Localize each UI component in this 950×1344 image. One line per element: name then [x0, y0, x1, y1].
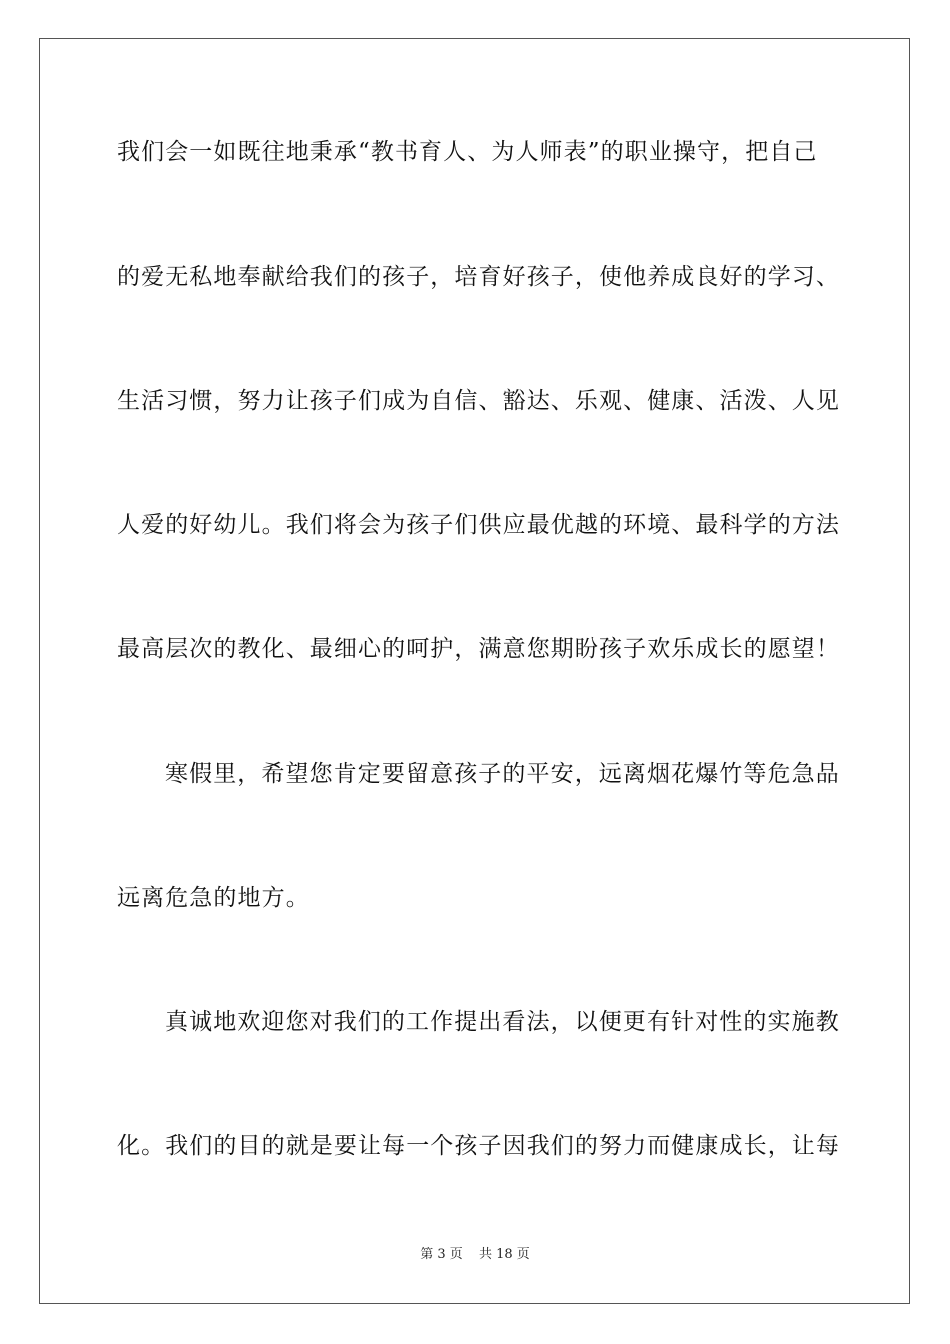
body-text-line: 化。我们的目的就是要让每一个孩子因我们的努力而健康成长，让每	[117, 1133, 840, 1159]
body-text-line-indented: 寒假里，希望您肯定要留意孩子的平安，远离烟花爆竹等危急品	[165, 761, 840, 787]
page-footer	[0, 1246, 950, 1264]
body-text-line: 生活习惯，努力让孩子们成为自信、豁达、乐观、健康、活泼、人见	[117, 388, 840, 414]
body-text-line: 我们会一如既往地秉承“教书育人、为人师表”的职业操守，把自己	[117, 139, 818, 165]
page-number: 第 3 页	[420, 1247, 463, 1262]
body-text-line: 的爱无私地奉献给我们的孩子，培育好孩子，使他养成良好的学习、	[117, 264, 840, 290]
body-text-line: 最高层次的教化、最细心的呵护，满意您期盼孩子欢乐成长的愿望！	[117, 636, 840, 662]
page-border	[39, 38, 910, 1304]
body-text-line: 远离危急的地方。	[117, 885, 310, 911]
body-text-line-indented: 真诚地欢迎您对我们的工作提出看法，以便更有针对性的实施教	[165, 1009, 840, 1035]
page-total: 共 18 页	[478, 1247, 530, 1262]
body-text-line: 人爱的好幼儿。我们将会为孩子们供应最优越的环境、最科学的方法	[117, 512, 840, 538]
